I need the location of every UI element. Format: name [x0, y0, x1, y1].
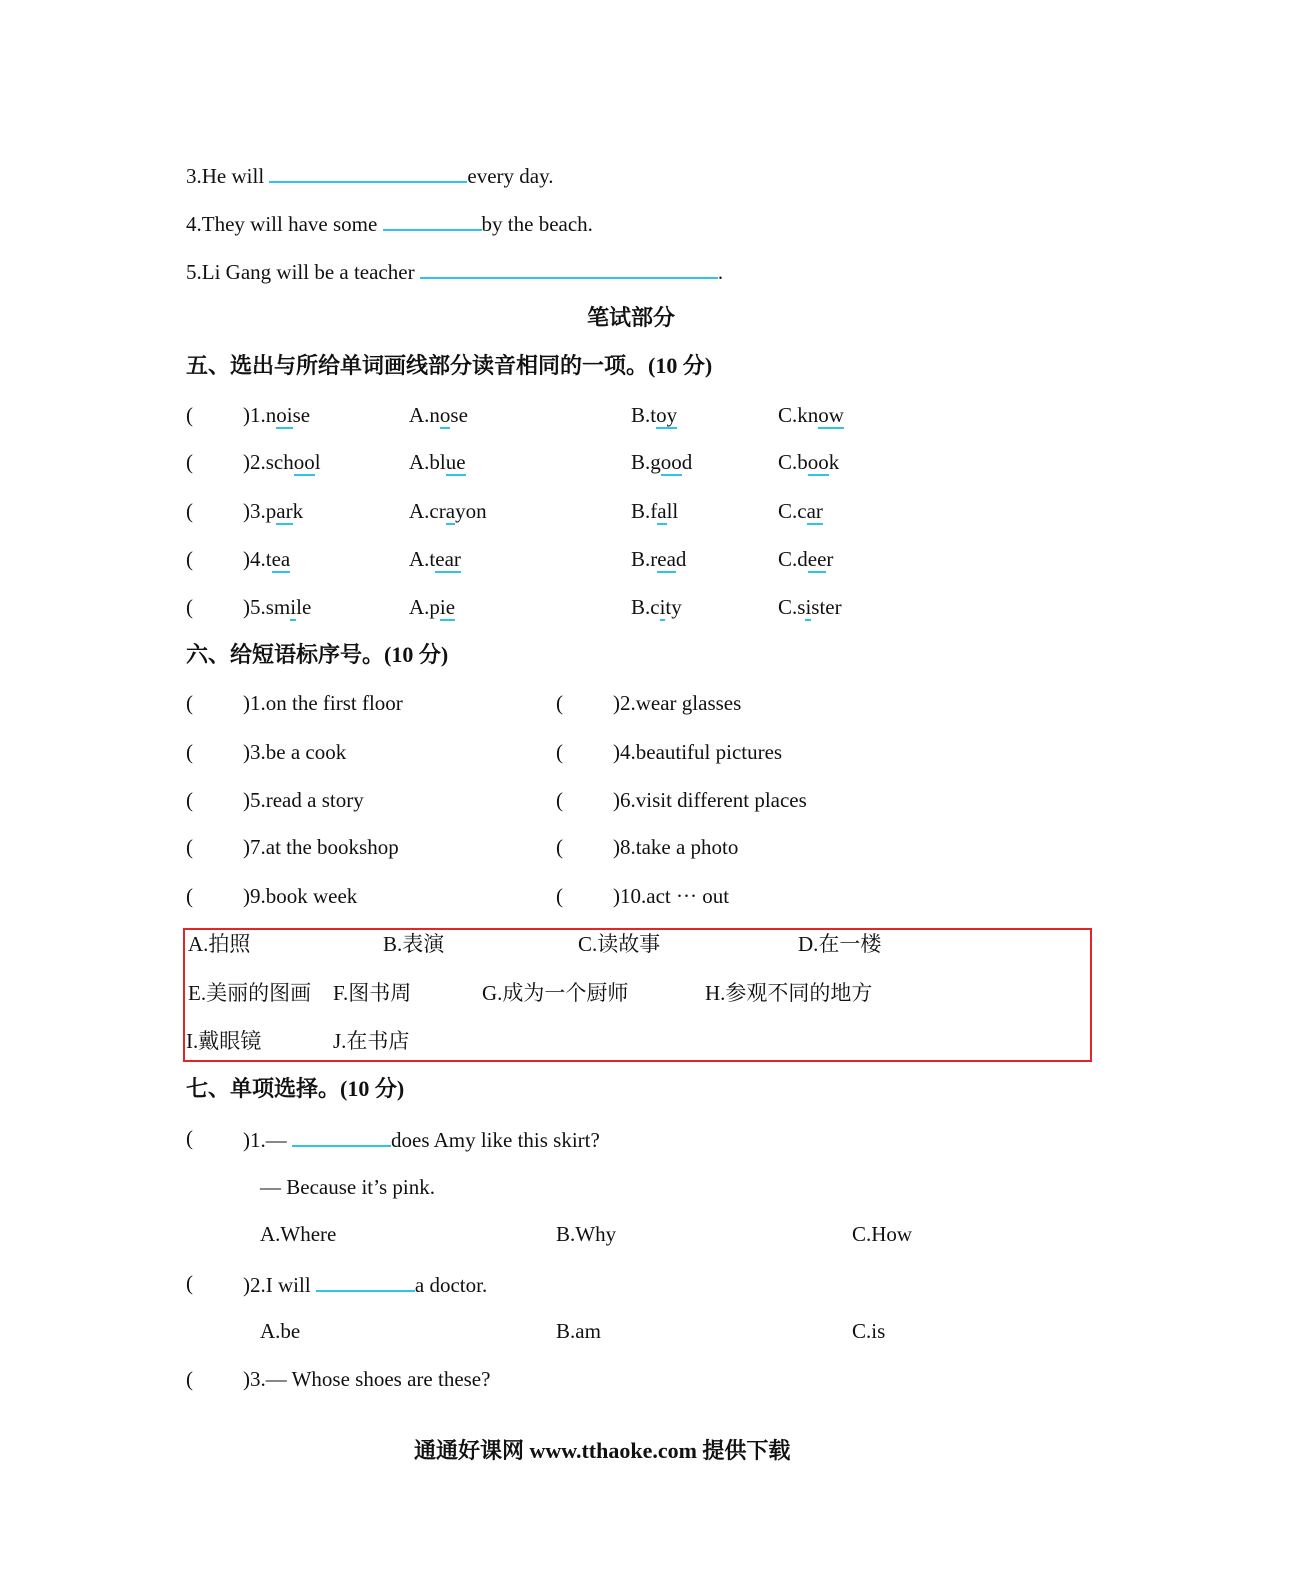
- underlined-part: ie: [439, 595, 456, 619]
- phrase-right: )4.beautiful pictures: [613, 740, 783, 764]
- answer-paren[interactable]: (: [556, 835, 563, 859]
- underlined-part: ear: [435, 547, 461, 571]
- fill-line-3-pre: 3.He will: [186, 164, 270, 188]
- q2-stem-post: a doctor.: [414, 1273, 488, 1297]
- word-part: C.s: [778, 595, 806, 619]
- q2-paren[interactable]: (: [186, 1271, 193, 1295]
- word-part: n: [265, 403, 277, 427]
- word-part: l: [314, 450, 321, 474]
- q2-option-b: B.am: [556, 1319, 601, 1343]
- phrase-left: )9.book week: [243, 884, 358, 908]
- option-c: [778, 498, 823, 524]
- underlined-part: ar: [276, 499, 293, 523]
- answer-paren[interactable]: (: [186, 835, 193, 859]
- word-part: sm: [265, 595, 291, 619]
- underlined-part: a: [657, 499, 667, 523]
- phrase-left: )1.on the first floor: [243, 691, 403, 715]
- option-a: [409, 546, 461, 572]
- section7-title: 七、单项选择。(10 分): [186, 1076, 405, 1101]
- underlined-part: ar: [806, 499, 823, 523]
- answer-paren[interactable]: (: [556, 884, 563, 908]
- option-h: H.参观不同的地方: [705, 981, 873, 1005]
- answer-paren[interactable]: (: [186, 788, 193, 812]
- answer-blank[interactable]: [269, 161, 467, 183]
- word-part: )4.: [243, 547, 266, 571]
- phrase-left: )5.read a story: [243, 788, 364, 812]
- option-b: [631, 402, 677, 428]
- q1-option-a: A.Where: [260, 1222, 337, 1246]
- word-part: C.kn: [778, 403, 819, 427]
- fill-line-5: [186, 257, 723, 285]
- underlined-part: i: [805, 595, 812, 619]
- word-part: t: [265, 547, 272, 571]
- word-part: C.c: [778, 499, 807, 523]
- q2-option-c: C.is: [852, 1319, 886, 1343]
- underlined-part: ee: [807, 547, 827, 571]
- option-c: [778, 594, 842, 620]
- section5-title: 五、选出与所给单词画线部分读音相同的一项。(10 分): [186, 353, 713, 378]
- q2-stem: [243, 1270, 487, 1298]
- q1-paren[interactable]: (: [186, 1126, 193, 1150]
- footer-credit: 通通好课网 www.tthaoke.com 提供下载: [414, 1438, 791, 1463]
- underlined-part: o: [439, 403, 451, 427]
- fill-line-4: [186, 209, 593, 237]
- option-a: A.拍照: [188, 932, 251, 956]
- word-part: )3.: [243, 499, 266, 523]
- word-part: B.g: [631, 450, 661, 474]
- phrase-right: )10.act ··· out: [613, 884, 730, 908]
- option-c: C.读故事: [578, 932, 661, 956]
- q3-paren[interactable]: (: [186, 1367, 193, 1391]
- given-word: [243, 594, 311, 620]
- word-part: C.d: [778, 547, 808, 571]
- word-part: B.t: [631, 403, 657, 427]
- option-a: [409, 449, 466, 475]
- phrase-right: )2.wear glasses: [613, 691, 742, 715]
- underlined-part: i: [659, 595, 666, 619]
- word-part: p: [265, 499, 277, 523]
- underlined-part: oy: [656, 403, 678, 427]
- word-part: A.bl: [409, 450, 446, 474]
- word-part: B.r: [631, 547, 658, 571]
- underlined-part: i: [290, 595, 297, 619]
- given-word: [243, 402, 310, 428]
- underlined-part: oo: [807, 450, 829, 474]
- word-part: )2.: [243, 450, 266, 474]
- q1-stem-post: does Amy like this skirt?: [391, 1128, 600, 1152]
- answer-paren[interactable]: (: [556, 740, 563, 764]
- underlined-part: ea: [271, 547, 291, 571]
- option-g: G.成为一个厨师: [482, 981, 629, 1005]
- fill-line-5-post: .: [717, 260, 724, 284]
- word-part: ster: [811, 595, 842, 619]
- q1-stem-pre: )1.—: [243, 1128, 292, 1152]
- word-part: se: [292, 403, 311, 427]
- underlined-part: a: [445, 499, 456, 523]
- section6-title: 六、给短语标序号。(10 分): [186, 642, 449, 667]
- word-part: B.c: [631, 595, 660, 619]
- option-b: [631, 546, 686, 572]
- answer-blank[interactable]: [316, 1270, 415, 1292]
- phrase-left: )7.at the bookshop: [243, 835, 399, 859]
- answer-blank[interactable]: [383, 209, 482, 231]
- word-part: ll: [666, 499, 679, 523]
- option-j: J.在书店: [333, 1029, 410, 1053]
- underlined-part: ue: [445, 450, 466, 474]
- answer-paren[interactable]: (: [556, 788, 563, 812]
- word-part: r: [826, 547, 834, 571]
- word-part: A.p: [409, 595, 440, 619]
- answer-paren[interactable]: (: [186, 884, 193, 908]
- answer-paren[interactable]: (: [186, 595, 193, 619]
- fill-line-4-post: by the beach.: [481, 212, 593, 236]
- option-c: [778, 546, 833, 572]
- option-b: [631, 498, 678, 524]
- answer-paren[interactable]: (: [186, 403, 193, 427]
- q1-answer: — Because it’s pink.: [260, 1175, 435, 1199]
- option-b: B.表演: [383, 932, 445, 956]
- answer-paren[interactable]: (: [186, 547, 193, 571]
- word-part: sch: [265, 450, 294, 474]
- underlined-part: oo: [660, 450, 682, 474]
- answer-blank[interactable]: [420, 257, 718, 279]
- fill-line-5-pre: 5.Li Gang will be a teacher: [186, 260, 420, 284]
- option-c: [778, 402, 844, 428]
- option-b: [631, 594, 682, 620]
- word-part: A.t: [409, 547, 436, 571]
- given-word: [243, 546, 290, 572]
- underlined-part: oo: [293, 450, 315, 474]
- option-d: D.在一楼: [798, 932, 882, 956]
- q1-option-c: C.How: [852, 1222, 913, 1246]
- q1-option-b: B.Why: [556, 1222, 617, 1246]
- word-part: se: [450, 403, 468, 427]
- option-i: I.戴眼镜: [186, 1029, 262, 1053]
- word-part: B.f: [631, 499, 658, 523]
- option-a: [409, 594, 455, 620]
- word-part: ty: [665, 595, 682, 619]
- option-b: [631, 449, 692, 475]
- phrase-right: )8.take a photo: [613, 835, 739, 859]
- fill-line-4-pre: 4.They will have some: [186, 212, 383, 236]
- word-part: A.cr: [409, 499, 446, 523]
- given-word: [243, 449, 321, 475]
- phrase-left: )3.be a cook: [243, 740, 347, 764]
- answer-paren[interactable]: (: [186, 499, 193, 523]
- written-part-title: 笔试部分: [587, 305, 676, 330]
- word-part: k: [292, 499, 304, 523]
- word-part: d: [675, 547, 687, 571]
- word-part: )5.: [243, 595, 266, 619]
- word-part: le: [296, 595, 312, 619]
- q2-option-a: A.be: [260, 1319, 301, 1343]
- given-word: [243, 498, 303, 524]
- word-part: A.n: [409, 403, 440, 427]
- underlined-part: ea: [657, 547, 676, 571]
- fill-line-3-post: every day.: [467, 164, 554, 188]
- option-e: E.美丽的图画: [188, 981, 312, 1005]
- word-part: k: [828, 450, 840, 474]
- answer-paren[interactable]: (: [186, 740, 193, 764]
- phrase-right: )6.visit different places: [613, 788, 807, 812]
- q2-stem-pre: )2.I will: [243, 1273, 316, 1297]
- fill-line-3: [186, 161, 554, 189]
- option-f: F.图书周: [333, 981, 412, 1005]
- answer-paren[interactable]: (: [186, 450, 193, 474]
- answer-blank[interactable]: [292, 1125, 391, 1147]
- word-part: C.b: [778, 450, 808, 474]
- q3-stem: )3.— Whose shoes are these?: [243, 1367, 491, 1391]
- word-part: yon: [455, 499, 487, 523]
- underlined-part: oi: [276, 403, 293, 427]
- word-part: d: [681, 450, 693, 474]
- answer-paren[interactable]: (: [556, 691, 563, 715]
- option-a: [409, 402, 468, 428]
- option-c: [778, 449, 839, 475]
- option-a: [409, 498, 487, 524]
- word-part: )1.: [243, 403, 266, 427]
- q1-stem: [243, 1125, 600, 1153]
- underlined-part: ow: [818, 403, 844, 427]
- answer-paren[interactable]: (: [186, 691, 193, 715]
